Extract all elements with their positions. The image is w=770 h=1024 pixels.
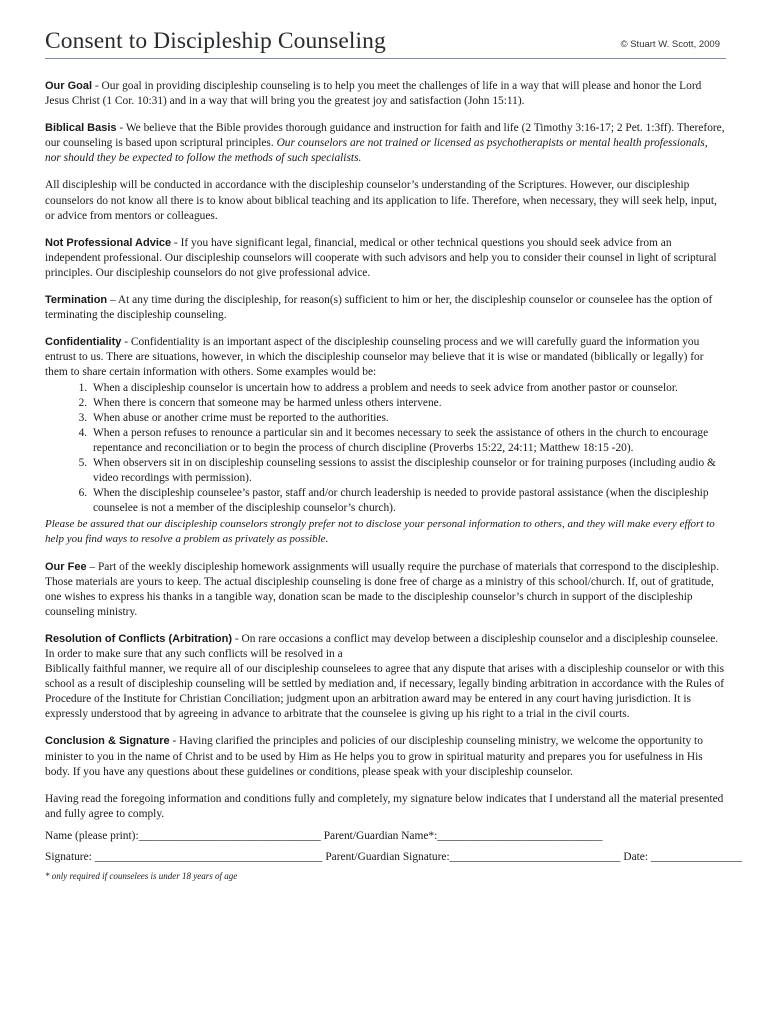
section-confidentiality	[45, 335, 726, 380]
section-heading: Confidentiality	[45, 336, 122, 349]
section-text: - Having clarified the principles and policies of our discipleship counseling ministry, we welcome the opportunity to minister to you in the name of Christ and to be used by Him as He helps you to grow in spiritual maturity and prepares you for usefulness in His body. If you have any questions about these guidelines or conditions, please speak with your discipleship counselor.	[45, 735, 703, 778]
signature-line[interactable]: Signature: ________________________________________ Parent/Guardian Signature:______________________________ Date: ________________	[45, 851, 742, 864]
section-heading: Resolution of Conflicts (Arbitration)	[45, 632, 232, 645]
section-our-fee	[45, 560, 726, 620]
list-item: 6. When the discipleship counselee’s pastor, staff and/or church leadership is needed to provide pastoral assistance (when the discipleship counselee is not a member of the discipleship counselor’s church).	[90, 486, 726, 516]
section-heading: Our Goal	[45, 80, 93, 92]
section-heading: Biblical Basis	[45, 122, 117, 135]
section-heading: Not Professional Advice	[45, 236, 172, 249]
page-title: Consent to Discipleship Counseling	[45, 28, 386, 54]
list-item: 2. When there is concern that someone may be harmed unless others intervene.	[90, 396, 726, 411]
section-text: – At any time during the discipleship, for reason(s) sufficient to him or her, the discipleship counselor or counselee has the option of terminating the discipleship counseling.	[45, 294, 713, 322]
section-text: - Our goal in providing discipleship counseling is to help you meet the challenges of life in a way that will please and honor the Lord Jesus Christ (1 Cor. 10:31) and in a way that will bring you the greatest joy and satisfaction (John 15:11).	[45, 80, 702, 108]
section-not-professional-advice	[45, 236, 726, 281]
list-item: 3. When abuse or another crime must be reported to the authorities.	[90, 411, 726, 426]
section-heading: Termination	[45, 294, 108, 307]
section-italic-text: Our counselors are not trained or licensed as psychotherapists or mental health professionals, nor should they be expected to follow the methods of such specialists.	[45, 137, 708, 165]
section-heading: Our Fee	[45, 560, 87, 573]
section-termination	[45, 293, 726, 323]
footnote: * only required if counselees is under 18 years of age	[45, 871, 238, 882]
section-conducted: All discipleship will be conducted in accordance with the discipleship counselor’s understanding of the Scriptures. However, our discipleship counselors do not know all there is to know about biblical teaching and its application to life. Therefore, when necessary, they will seek help, input, or advice from mentors or colleagues.	[45, 179, 717, 222]
section-resolution-of-conflicts	[45, 632, 726, 723]
copyright-notice: © Stuart W. Scott, 2009	[620, 39, 720, 50]
section-our-goal	[45, 79, 726, 109]
list-item: 1. When a discipleship counselor is uncertain how to address a problem and needs to seek advice from another pastor or counselor.	[90, 381, 726, 396]
confidentiality-note: Please be assured that our discipleship counselors strongly prefer not to disclose your personal information to others, and they will make every effort to help you find ways to resolve a problem as privately as possible.	[45, 518, 715, 546]
list-item: 5. When observers sit in on discipleship counseling sessions to assist the discipleship counselor or for training purposes (including audio & video recordings with permission).	[90, 456, 726, 486]
name-print-line[interactable]: Name (please print):________________________________ Parent/Guardian Name*:_____________________________	[45, 829, 603, 842]
agreement-statement: Having read the foregoing information and conditions fully and completely, my signature below indicates that I understand all the material presented and fully agree to comply.	[45, 792, 724, 820]
section-text: - On rare occasions a conflict may develop between a discipleship counselor and a discipleship counselee. In order to make sure that any such conflicts will be resolved in a	[45, 632, 719, 660]
section-text: – Part of the weekly discipleship homework assignments will usually require the purchase of materials that correspond to the discipleship. Those materials are yours to keep. The actual discipleship counseling is done free of charge as a ministry of this school/church. If, out of gratitude, one wishes to express his thanks in a tangible way, donation scan be made to the discipleship counselor’s church in support of the discipleship counseling ministry.	[45, 560, 719, 618]
section-heading: Conclusion & Signature	[45, 735, 170, 748]
list-item: 4. When a person refuses to renounce a particular sin and it becomes necessary to seek the assistance of others in the church to encourage repentance and reconciliation or to begin the process of church discipline (Proverbs 15:22, 24:11; Matthew 18:15 -20).	[90, 426, 726, 456]
section-text: - If you have significant legal, financial, medical or other technical questions you should seek advice from an independent professional. Our discipleship counselors will cooperate with such advisors and help you to consider their counsel in light of scriptural principles. Our discipleship counselors do not give professional advice.	[45, 236, 717, 279]
section-text: - Confidentiality is an important aspect of the discipleship counseling process and we will carefully guard the information you entrust to us. There are situations, however, in which the discipleship counselor may believe that it is wise or mandated (biblically or legally) for them to share certain information with others. Some examples would be:	[45, 336, 704, 379]
document-header	[45, 28, 726, 59]
section-text: - We believe that the Bible provides thorough guidance and instruction for faith and life (2 Timothy 3:16-17; 2 Pet. 1:3ff). Therefore, our counseling is based upon scriptural principles.	[45, 122, 725, 150]
section-text-continued: Biblically faithful manner, we require all of our discipleship counselees to agree that any dispute that arises with a discipleship counselor or with this school as a result of discipleship counseling will be settled by mediation and, if necessary, legally binding arbitration in accordance with the Rules of Procedure of the Institute for Christian Conciliation; judgment upon an arbitration award may be entered in any court having jurisdiction. It is expressly understood that by agreeing in advance to arbitrate that the counselee is giving up his right to a trial in the civil courts.	[45, 663, 725, 721]
section-conclusion-signature	[45, 734, 726, 779]
confidentiality-examples-list	[45, 381, 726, 517]
section-biblical-basis	[45, 121, 726, 166]
